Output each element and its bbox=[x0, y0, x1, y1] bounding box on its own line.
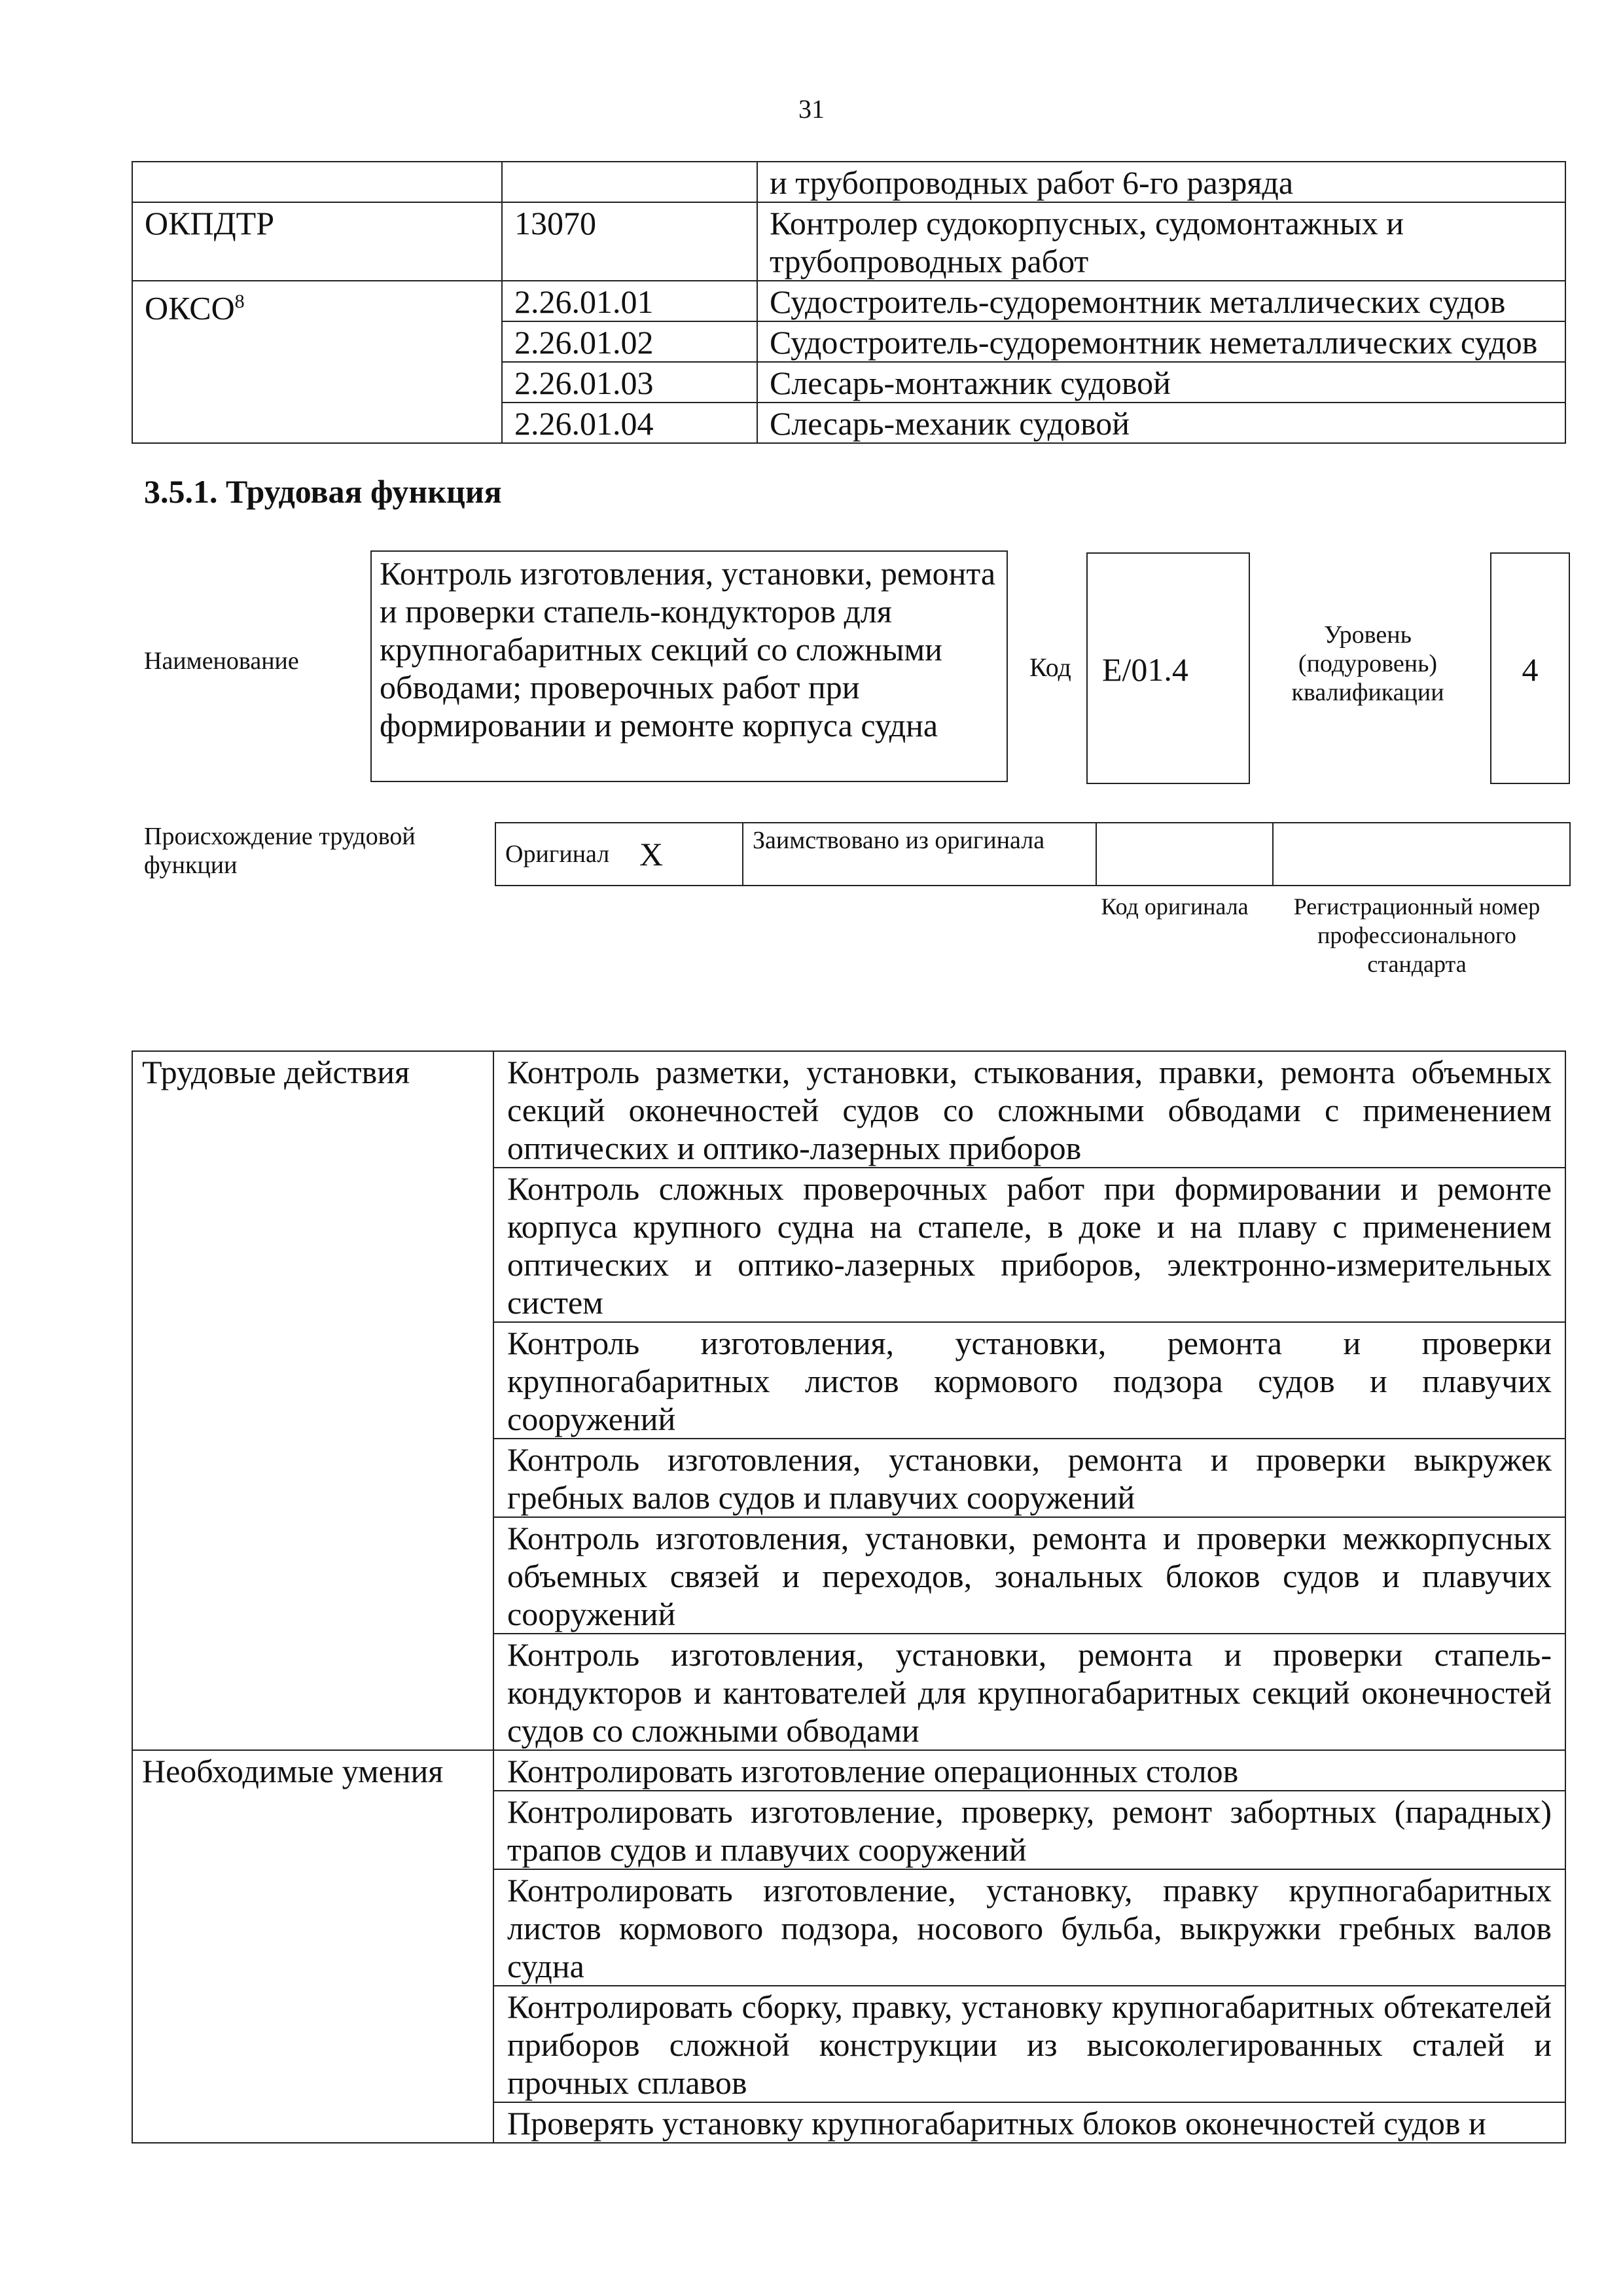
function-code-label: Код bbox=[1029, 653, 1071, 682]
classifier-table bbox=[132, 161, 1566, 444]
function-name-box: Контроль изготовления, установки, ремонта и проверки стапель-кондукторов для крупногабаритных секций со сложными обводами; проверочных работ при формировании и ремонте корпуса судна bbox=[370, 550, 1008, 782]
reg-number-cell bbox=[1273, 823, 1570, 886]
skill-item: Контролировать изготовление, проверку, ремонт забортных (парадных) трапов судов и плавучих сооружений bbox=[493, 1791, 1565, 1869]
origin-label: Происхождение трудовой функции bbox=[144, 823, 416, 879]
origin-table bbox=[495, 822, 1571, 886]
classifier-cell: ОКПДТР bbox=[132, 202, 502, 281]
labor-action-item: Контроль изготовления, установки, ремонта и проверки стапель-кондукторов и кантователей для крупногабаритных секций оконечностей судов со сложными обводами bbox=[493, 1634, 1565, 1750]
skill-item: Контролировать сборку, правку, установку крупногабаритных обтекателей приборов сложной конструкции из высоколегированных сталей и прочных сплавов bbox=[493, 1986, 1565, 2102]
table-row bbox=[495, 823, 1570, 886]
labor-actions-label: Трудовые действия bbox=[132, 1051, 493, 1750]
code-cell: 2.26.01.03 bbox=[502, 362, 757, 403]
original-mark: X bbox=[620, 823, 743, 886]
classifier-cell-okso bbox=[132, 281, 502, 443]
name-cell: и трубопроводных работ 6-го разряда bbox=[757, 162, 1565, 202]
name-cell: Слесарь-монтажник судовой bbox=[757, 362, 1565, 403]
name-cell: Судостроитель-судоремонтник неметаллических судов bbox=[757, 321, 1565, 362]
code-original-cell bbox=[1096, 823, 1273, 886]
labor-action-item: Контроль сложных проверочных работ при формировании и ремонте корпуса крупного судна на стапеле, в доке и на плаву с применением оптических и оптико-лазерных приборов, электронно-измерительных систем bbox=[493, 1168, 1565, 1322]
code-cell: 2.26.01.01 bbox=[502, 281, 757, 321]
function-details-table bbox=[132, 1050, 1566, 2144]
required-skills-label: Необходимые умения bbox=[132, 1750, 493, 2143]
code-cell: 2.26.01.04 bbox=[502, 403, 757, 443]
labor-action-item: Контроль изготовления, установки, ремонта и проверки межкорпусных объемных связей и переходов, зональных блоков судов и плавучих сооружений bbox=[493, 1517, 1565, 1634]
table-row bbox=[132, 1051, 1565, 1168]
table-row bbox=[132, 1750, 1565, 1791]
name-cell: Слесарь-механик судовой bbox=[757, 403, 1565, 443]
skill-item: Контролировать изготовление операционных столов bbox=[493, 1750, 1565, 1791]
table-row bbox=[132, 162, 1565, 202]
name-cell: Судостроитель-судоремонтник металлических судов bbox=[757, 281, 1565, 321]
qualification-level-label: Уровень (подуровень) квалификации bbox=[1291, 621, 1444, 706]
name-cell: Контролер судокорпусных, судомонтажных и трубопроводных работ bbox=[757, 202, 1565, 281]
function-name-label: Наименование bbox=[144, 647, 299, 675]
okso-label: ОКСО bbox=[145, 289, 235, 327]
code-cell bbox=[502, 162, 757, 202]
skill-item: Контролировать изготовление, установку, правку крупногабаритных листов кормового подзора, носового бульба, выкружки гребных валов судна bbox=[493, 1869, 1565, 1986]
code-cell: 13070 bbox=[502, 202, 757, 281]
section-heading: 3.5.1. Трудовая функция bbox=[144, 473, 502, 510]
code-original-label: Код оригинала bbox=[1101, 893, 1249, 920]
skill-item: Проверять установку крупногабаритных блоков оконечностей судов и bbox=[493, 2102, 1565, 2143]
labor-action-item: Контроль разметки, установки, стыкования, правки, ремонта объемных секций оконечностей судов со сложными обводами с применением оптических и оптико-лазерных приборов bbox=[493, 1051, 1565, 1168]
table-row bbox=[132, 281, 1565, 321]
labor-action-item: Контроль изготовления, установки, ремонта и проверки выкружек гребных валов судов и плавучих сооружений bbox=[493, 1439, 1565, 1517]
table-row bbox=[132, 202, 1565, 281]
function-code-box: E/01.4 bbox=[1086, 552, 1250, 784]
page-number: 31 bbox=[798, 94, 825, 124]
labor-action-item: Контроль изготовления, установки, ремонта и проверки крупногабаритных листов кормового подзора судов и плавучих сооружений bbox=[493, 1322, 1565, 1439]
qualification-level-box: 4 bbox=[1490, 552, 1570, 784]
code-cell: 2.26.01.02 bbox=[502, 321, 757, 362]
classifier-cell bbox=[132, 162, 502, 202]
borrowed-label: Заимствовано из оригинала bbox=[743, 823, 1096, 886]
reg-number-label: Регистрационный номер профессионального стандарта bbox=[1293, 893, 1541, 977]
footnote-mark: 8 bbox=[234, 291, 245, 312]
original-label: Оригинал bbox=[495, 823, 620, 886]
